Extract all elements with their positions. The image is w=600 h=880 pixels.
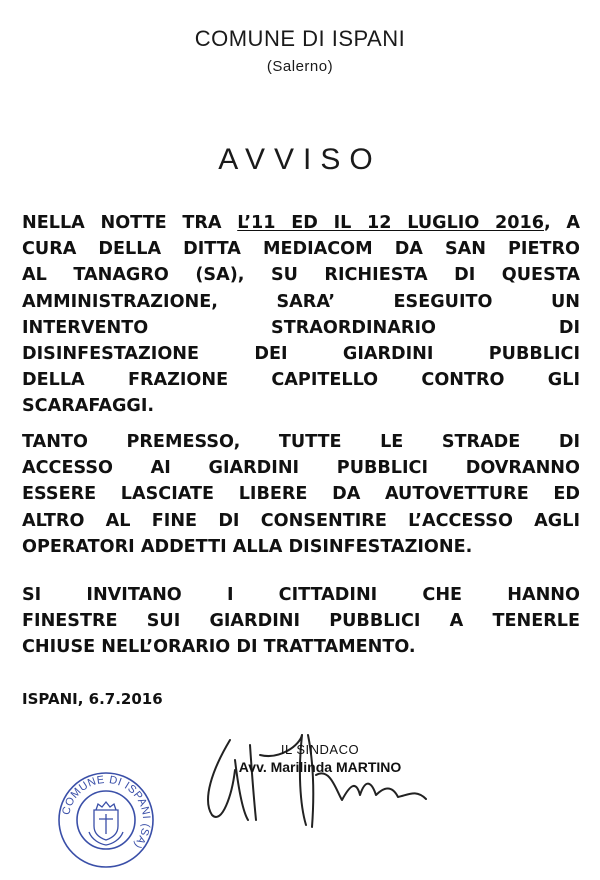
paragraph-2-line: ACCESSO AI GIARDINI PUBBLICI DOVRANNO (22, 458, 580, 479)
province-label: (Salerno) (266, 58, 334, 75)
paragraph-3-line: FINESTRE SUI GIARDINI PUBBLICI A TENERLE (22, 611, 580, 632)
signatory-block (195, 742, 445, 775)
paragraph-1-line (22, 210, 580, 236)
header (0, 26, 600, 75)
paragraph-1-line: SCARAFAGGI. (22, 396, 155, 417)
place-date: ISPANI, 6.7.2016 (22, 690, 163, 708)
paragraph-1-line: DISINFESTAZIONE DEI GIARDINI PUBBLICI (22, 344, 580, 365)
paragraph-2 (22, 429, 580, 560)
paragraph-1-line: INTERVENTO STRAORDINARIO DI (22, 317, 580, 338)
stamp-text: COMUNE DI ISPANI (SA) (60, 773, 153, 851)
paragraph-2-line: ALTRO AL FINE DI CONSENTIRE L’ACCESSO AGLI (22, 510, 580, 531)
paragraph-1-line: DELLA FRAZIONE CAPITELLO CONTRO GLI (22, 370, 580, 391)
paragraph-1-intro: NELLA NOTTE TRA (22, 213, 238, 233)
paragraph-1-intro-end: , A (543, 213, 580, 233)
municipal-seal-stamp (56, 770, 156, 870)
signatory-name: Avv. Marilinda MARTINO (238, 759, 402, 775)
paragraph-1-line: AL TANAGRO (SA), SU RICHIESTA DI QUESTA (22, 265, 580, 286)
coat-of-arms-icon (89, 802, 123, 845)
paragraph-1-line: CURA DELLA DITTA MEDIACOM DA SAN PIETRO (22, 239, 580, 260)
handwritten-signature (190, 715, 450, 835)
paragraph-2-line: OPERATORI ADDETTI ALLA DISINFESTAZIONE. (22, 536, 473, 557)
notice-title: AVVISO (218, 143, 382, 176)
municipality-title: COMUNE DI ISPANI (194, 26, 406, 51)
paragraph-3-line: CHIUSE NELL’ORARIO DI TRATTAMENTO. (22, 637, 416, 658)
paragraph-1 (22, 210, 580, 420)
paragraph-3 (22, 582, 580, 661)
signatory-title: IL SINDACO (280, 742, 360, 757)
paragraph-1-line: AMMINISTRAZIONE, SARA’ ESEGUITO UN (22, 291, 580, 312)
paragraph-3-line: SI INVITANO I CITTADINI CHE HANNO (22, 585, 580, 605)
paragraph-2-line: ESSERE LASCIATE LIBERE DA AUTOVETTURE ED (22, 484, 580, 505)
paragraph-2-line: TANTO PREMESSO, TUTTE LE STRADE DI (22, 432, 580, 452)
date-range-underlined: L’11 ED IL 12 LUGLIO 2016 (237, 213, 544, 233)
